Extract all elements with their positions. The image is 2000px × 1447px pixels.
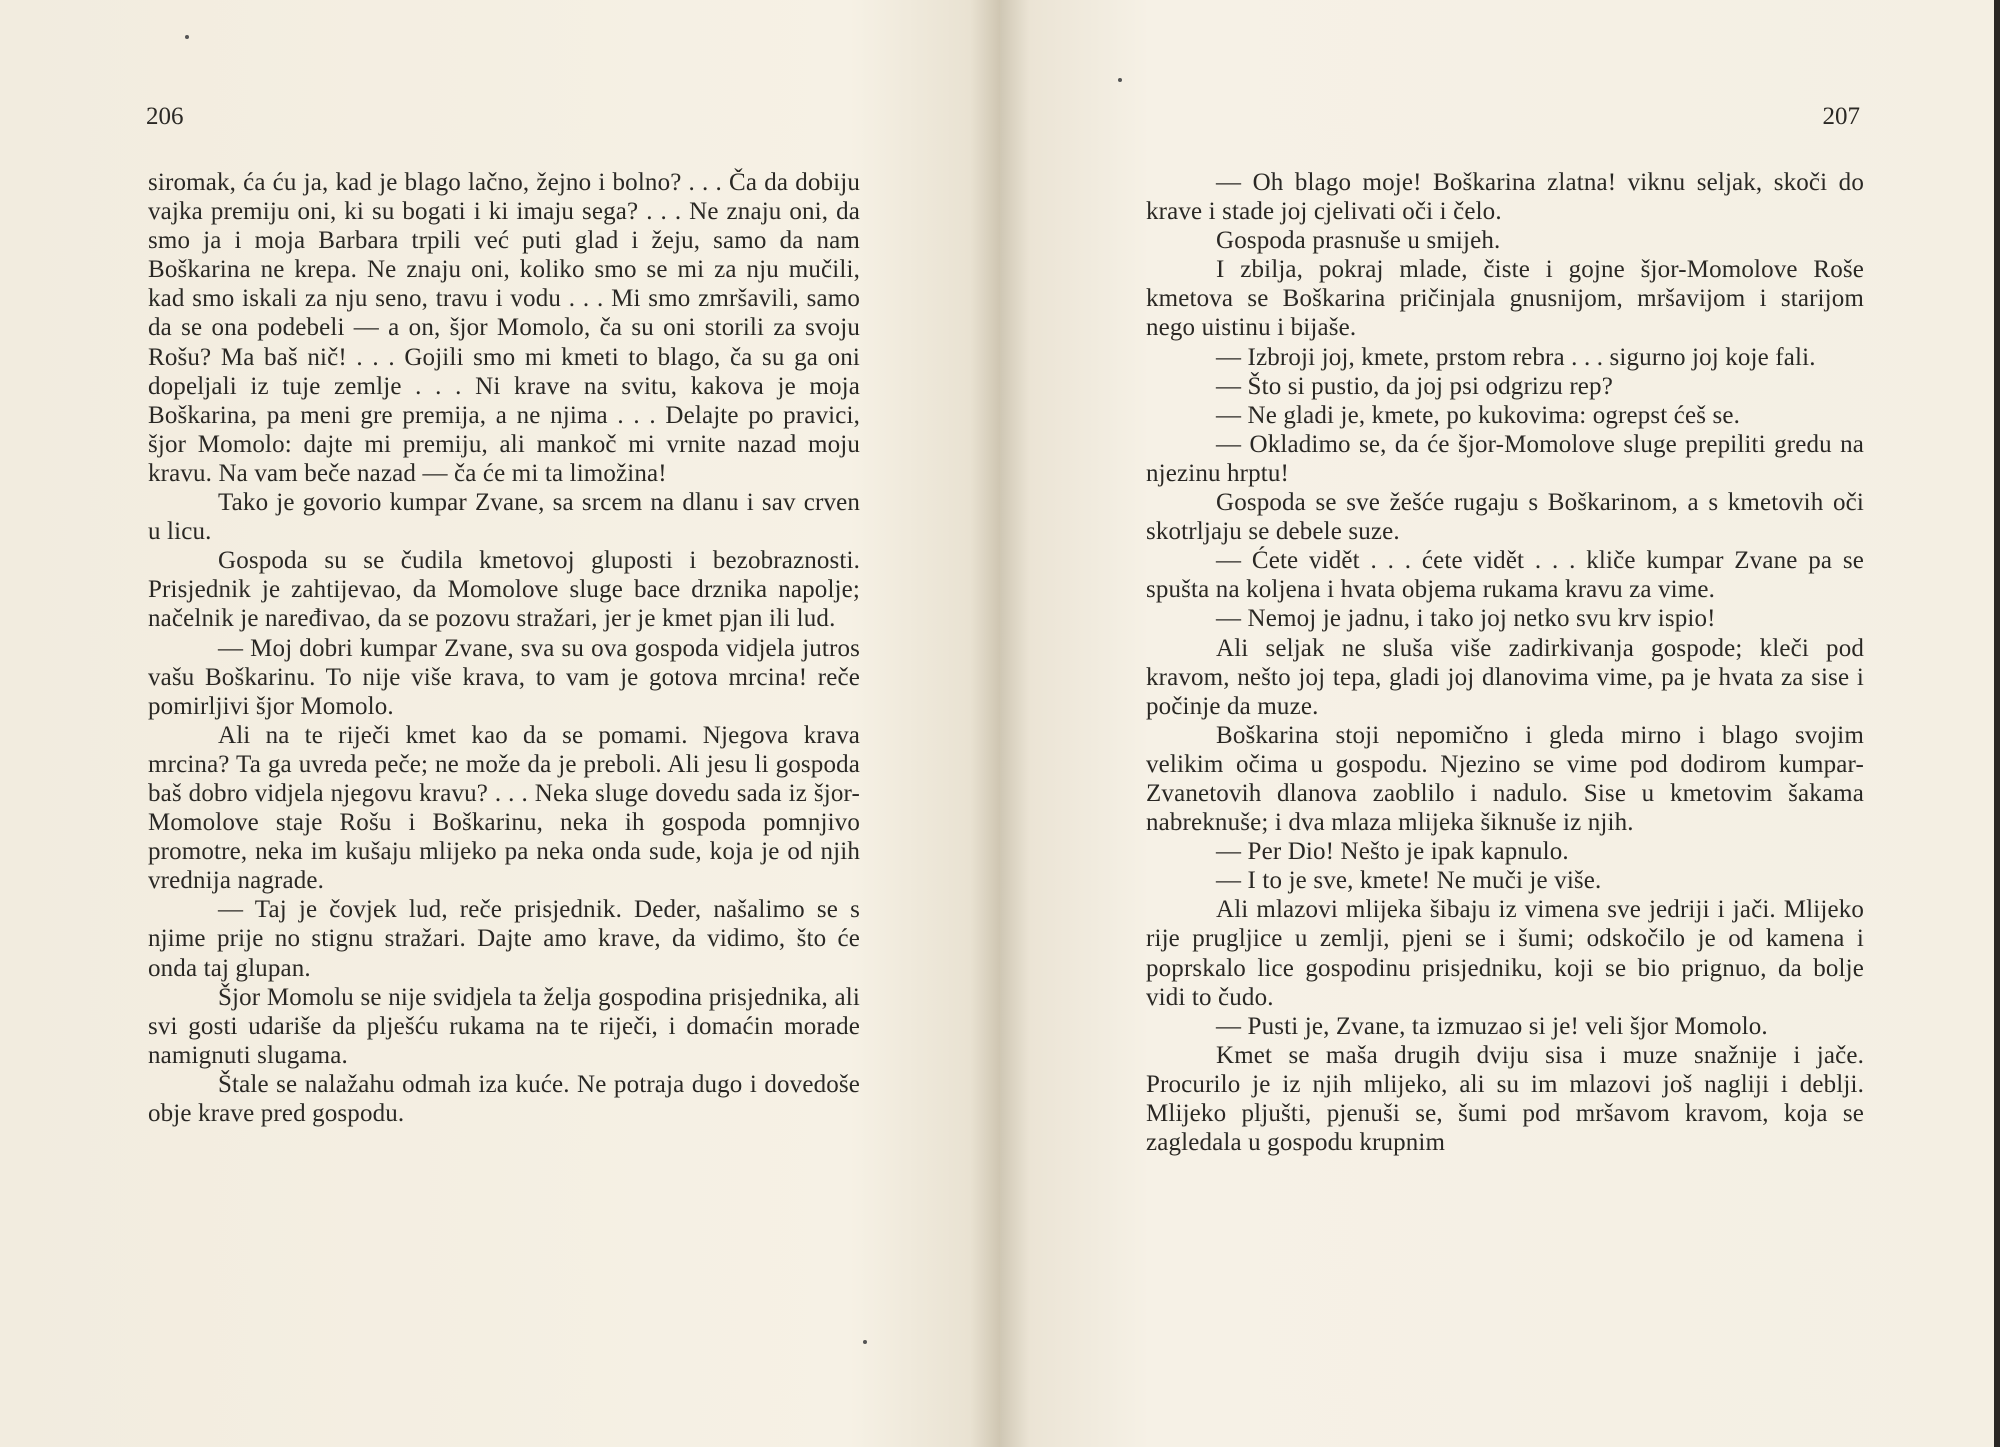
- page-number: 207: [1822, 103, 1860, 130]
- paragraph: Ali seljak ne sluša više zadirkivanja gospode; kleči pod kravom, nešto joj tepa, gladi joj dlanovima vime, pa je hvata za sise i počinje da muze.: [1146, 634, 1864, 720]
- paragraph: Štale se nalažahu odmah iza kuće. Ne potraja dugo i dovedoše obje krave pred gospodu.: [148, 1070, 860, 1127]
- paragraph: — Moj dobri kumpar Zvane, sva su ova gospoda vidjela jutros vašu Boškarinu. To nije više krava, to vam je gotova mrcina! reče pomirljivi šjor Momolo.: [148, 634, 860, 720]
- paragraph: Kmet se maša drugih dviju sisa i muze snažnije i jače. Procurilo je iz njih mlijeko, ali su im mlazovi još nagliji i deblji. Mlijeko pljušti, pjenuši se, šumi pod mršavom kravom, koja se zagledala u gospodu krupnim: [1146, 1041, 1864, 1157]
- paragraph: siromak, ća ću ja, kad je blago lačno, žejno i bolno? . . . Ča da dobiju vajka premiju oni, ki su bogati i ki imaju sega? . . . Ne znaju oni, da smo ja i moja Barbara trpili već puti glad i žeju, samo da nam Boškarina ne krepa. Ne znaju oni, koliko smo se mi za nju mučili, kad smo iskali za nju seno, travu i vodu . . . Mi smo zmršavili, samo da se ona podebeli — a on, šjor Momolo, ča su oni storili za svoju Rošu? Ma baš nič! . . . Gojili smo mi kmeti to blago, ča su ga oni dopeljali iz tuje zemlje . . . Ni krave na svitu, kakova je moja Boškarina, pa meni gre premija, a ne njima . . . Delajte po pravici, šjor Momolo: dajte mi premiju, ali mankoč mi vrnite nazad moju kravu. Na vam beče nazad — ča će mi ta limožina!: [148, 169, 860, 487]
- paragraph: — I to je sve, kmete! Ne muči je više.: [1216, 867, 1602, 895]
- page-number: 206: [146, 103, 184, 130]
- page-edge: [1994, 0, 2000, 1447]
- paragraph: Boškarina stoji nepomično i gleda mirno i blago svojim velikim očima u gospodu. Njezino se vime pod dodirom kumpar-Zvanetovih dlanova zaoblilo i nadulo. Sise u kmetovim šakama nabreknuše; i dva mlaza mlijeka šiknuše iz njih.: [1146, 721, 1864, 837]
- paper-fleck: [863, 1340, 867, 1344]
- paragraph: — Ne gladi je, kmete, po kukovima: ogrepst ćeš se.: [1216, 401, 1741, 429]
- paragraph: Ali mlazovi mlijeka šibaju iz vimena sve jedriji i jači. Mlijeko rije prugljice u zemlji, pjeni se i šumi; odskočilo je od kamena i poprskalo lice gospodinu prisjedniku, koji se bio prignuo, da bolje vidi to čudo.: [1146, 896, 1864, 1011]
- page-text: [148, 168, 860, 1128]
- paragraph: — Što si pustio, da joj psi odgrizu rep?: [1216, 372, 1613, 400]
- paragraph: — Taj je čovjek lud, reče prisjednik. Deder, našalimo se s njime prije no stignu stražari. Dajte amo krave, da vidimo, što će onda taj glupan.: [148, 896, 860, 982]
- paragraph: I zbilja, pokraj mlade, čiste i gojne šjor-Momolove Roše kmetova se Boškarina pričinjala gnusnijom, mršavijom i starijom nego uistinu i bijaše.: [1146, 256, 1864, 342]
- paragraph: — Izbroji joj, kmete, prstom rebra . . . sigurno joj koje fali.: [1216, 343, 1816, 371]
- paragraph: — Oh blago moje! Boškarina zlatna! viknu seljak, skoči do krave i stade joj cjelivati oči i čelo.: [1146, 169, 1864, 226]
- paper-fleck: [185, 35, 189, 39]
- paragraph: — Per Dio! Nešto je ipak kapnulo.: [1216, 838, 1569, 866]
- paragraph: — Ćete vidět . . . ćete vidět . . . kliče kumpar Zvane pa se spušta na koljena i hvata objema rukama kravu za vime.: [1146, 547, 1864, 604]
- paragraph: Tako je govorio kumpar Zvane, sa srcem na dlanu i sav crven u licu.: [148, 489, 860, 546]
- right-page: [1000, 0, 2000, 1447]
- paragraph: — Nemoj je jadnu, i tako joj netko svu krv ispio!: [1216, 605, 1716, 633]
- page-text: [1146, 168, 1864, 1157]
- paragraph: Gospoda prasnuše u smijeh.: [1216, 227, 1501, 255]
- paragraph: — Pusti je, Zvane, ta izmuzao si je! veli šjor Momolo.: [1216, 1012, 1768, 1040]
- paragraph: Ali na te riječi kmet kao da se pomami. Njegova krava mrcina? Ta ga uvreda peče; ne može da je preboli. Ali jesu li gospoda baš dobro vidjela njegovu kravu? . . . Neka sluge dovedu sada iz šjor-Momolove staje Rošu i Boškarinu, neka ih gospoda pomnjivo promotre, neka im kušaju mlijeko pa neka onda sude, koja je od njih vrednija nagrade.: [148, 721, 860, 895]
- paragraph: — Okladimo se, da će šjor-Momolove sluge prepiliti gredu na njezinu hrptu!: [1146, 430, 1864, 487]
- paragraph: Gospoda se sve žešće rugaju s Boškarinom, a s kmetovih oči skotrljaju se debele suze.: [1146, 489, 1864, 546]
- paper-fleck: [1118, 78, 1122, 82]
- paragraph: Gospoda su se čudila kmetovoj gluposti i bezobraznosti. Prisjednik je zahtijevao, da Momolove sluge bace drznika napolje; načelnik je naređivao, da se pozovu stražari, jer je kmet pjan ili lud.: [148, 547, 860, 633]
- paragraph: Šjor Momolu se nije svidjela ta želja gospodina prisjednika, ali svi gosti udariše da plješću rukama na te riječi, i domaćin morade namignuti slugama.: [148, 983, 860, 1069]
